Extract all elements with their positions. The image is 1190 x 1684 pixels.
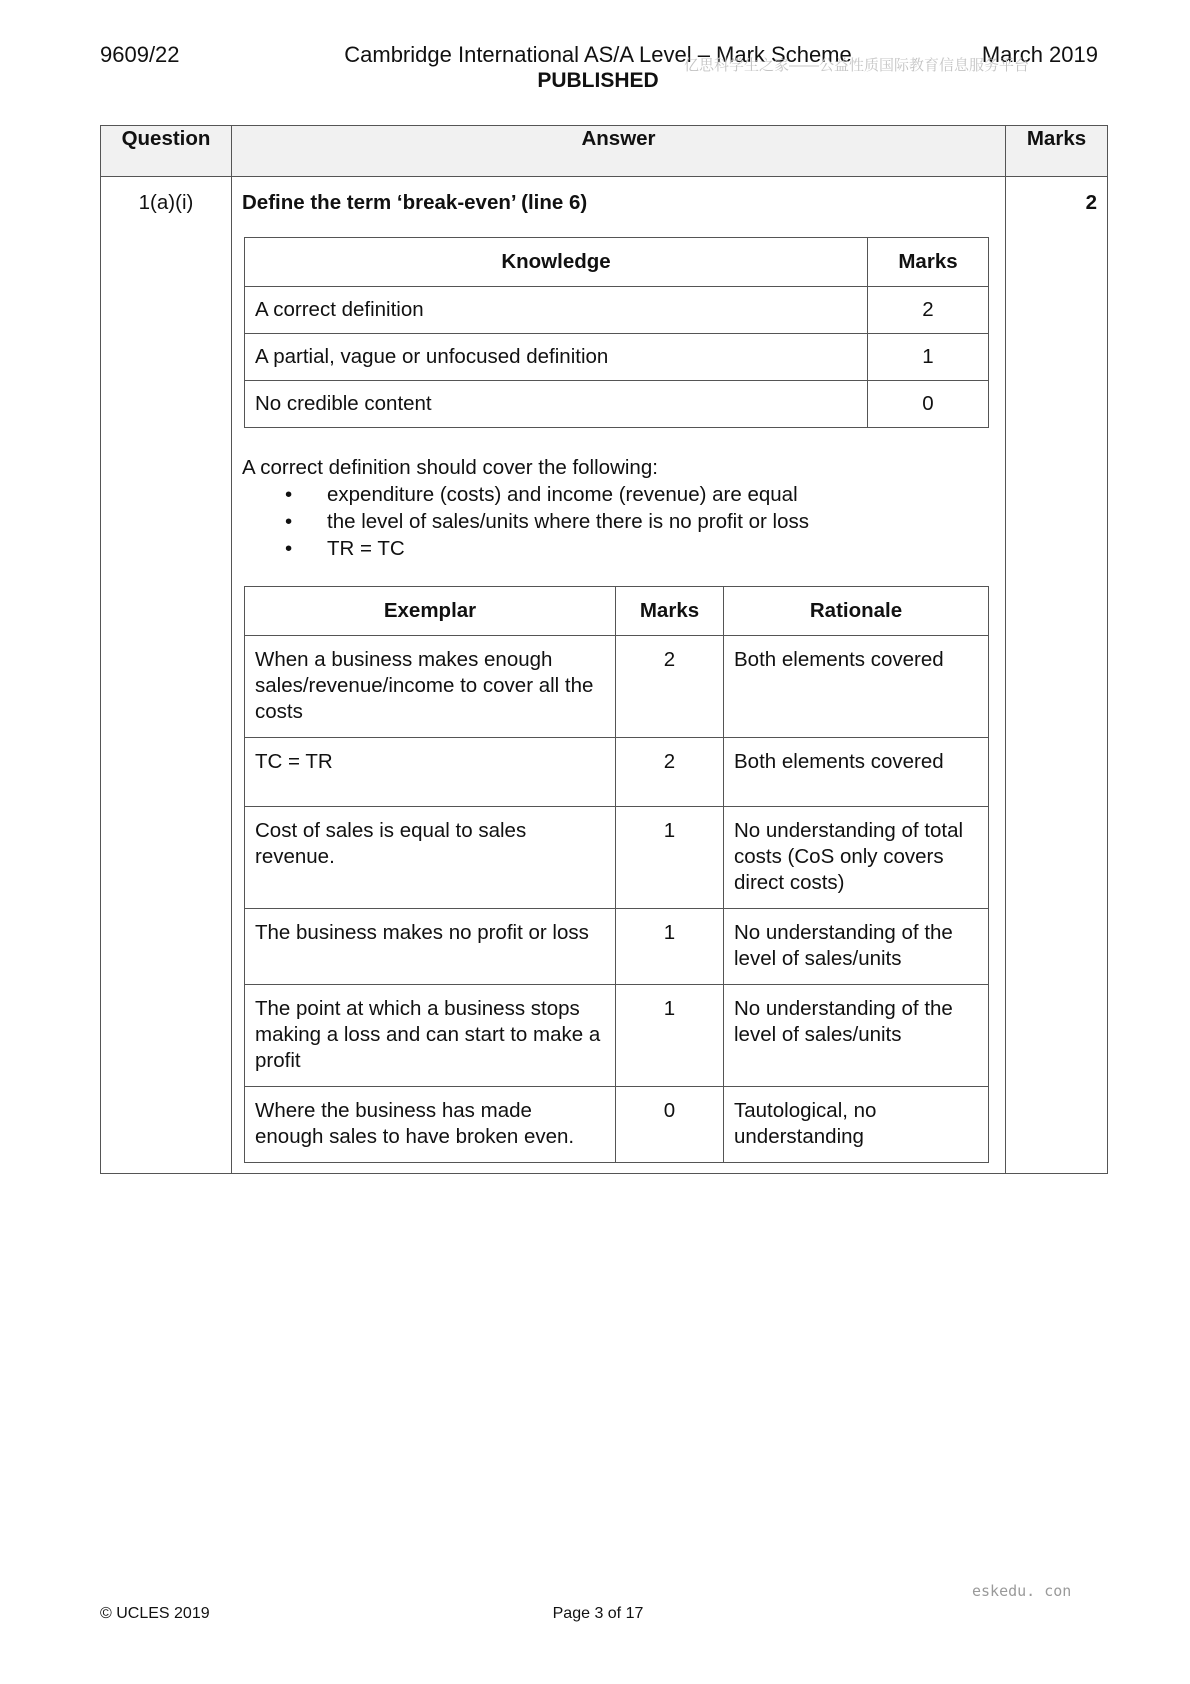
guidance-intro: A correct definition should cover the following: xyxy=(242,456,658,479)
mark-scheme-header-row xyxy=(101,126,1108,177)
exemplar-rationale: No understanding of the level of sales/units xyxy=(724,909,989,985)
exemplar-marks: 1 xyxy=(616,909,724,985)
exemplar-marks: 2 xyxy=(616,738,724,807)
exemplar-row xyxy=(245,807,989,909)
exemplar-row xyxy=(245,1087,989,1163)
exemplar-text: Cost of sales is equal to sales revenue. xyxy=(245,807,616,909)
paper-code: 9609/22 xyxy=(100,42,180,67)
document-title: Cambridge International AS/A Level – Mark Scheme xyxy=(344,42,852,67)
definition-guidance xyxy=(242,454,993,562)
exemplar-header: Exemplar xyxy=(245,587,616,636)
exemplar-rationale-header: Rationale xyxy=(724,587,989,636)
exemplar-marks: 0 xyxy=(616,1087,724,1163)
page-number: Page 3 of 17 xyxy=(552,1605,644,1622)
exemplar-rationale: Tautological, no understanding xyxy=(724,1087,989,1163)
exemplar-text: Where the business has made enough sales to have broken even. xyxy=(245,1087,616,1163)
exemplar-marks: 2 xyxy=(616,636,724,738)
site-watermark: eskedu. con xyxy=(972,1582,1072,1600)
exemplar-text: The point at which a business stops making a loss and can start to make a profit xyxy=(245,985,616,1087)
question-row xyxy=(101,177,1108,1174)
answer-cell xyxy=(232,177,1006,1174)
mark-scheme-table xyxy=(100,125,1108,1174)
exemplar-row xyxy=(245,636,989,738)
exemplar-text: When a business makes enough sales/revenue/income to cover all the costs xyxy=(245,636,616,738)
question-id: 1(a)(i) xyxy=(101,177,232,1174)
marks-column-header: Marks xyxy=(1006,126,1108,177)
knowledge-marks: 2 xyxy=(868,287,989,334)
exemplar-marks: 1 xyxy=(616,807,724,909)
exemplar-rationale: Both elements covered xyxy=(724,636,989,738)
knowledge-table xyxy=(244,237,989,428)
watermark-text: 亿思科学生之家——公益性质国际教育信息服务平台 xyxy=(684,57,1030,74)
knowledge-text: A partial, vague or unfocused definition xyxy=(245,334,868,381)
exemplar-rationale: No understanding of the level of sales/units xyxy=(724,985,989,1087)
knowledge-header-row xyxy=(245,238,989,287)
exemplar-row xyxy=(245,738,989,807)
question-prompt: Define the term ‘break-even’ (line 6) xyxy=(242,191,588,214)
guidance-point: • the level of sales/units where there is no profit or loss xyxy=(285,510,809,533)
question-column-header: Question xyxy=(101,126,232,177)
exemplar-marks: 1 xyxy=(616,985,724,1087)
knowledge-header: Knowledge xyxy=(245,238,868,287)
exam-date: March 2019 xyxy=(981,42,1098,67)
answer-column-header: Answer xyxy=(232,126,1006,177)
knowledge-marks: 1 xyxy=(868,334,989,381)
knowledge-text: No credible content xyxy=(245,381,868,428)
knowledge-marks-header: Marks xyxy=(868,238,989,287)
bullet-icon: • xyxy=(285,483,293,506)
knowledge-row xyxy=(245,287,989,334)
exemplar-row xyxy=(245,909,989,985)
knowledge-row xyxy=(245,381,989,428)
knowledge-marks: 0 xyxy=(868,381,989,428)
published-label: PUBLISHED xyxy=(537,69,659,92)
guidance-point: • expenditure (costs) and income (revenue) are equal xyxy=(285,483,798,506)
knowledge-text: A correct definition xyxy=(245,287,868,334)
guidance-list xyxy=(242,481,993,562)
guidance-point: • TR = TC xyxy=(285,537,405,560)
knowledge-row xyxy=(245,334,989,381)
exemplar-rationale: Both elements covered xyxy=(724,738,989,807)
bullet-icon: • xyxy=(285,537,293,560)
exemplar-text: The business makes no profit or loss xyxy=(245,909,616,985)
exemplar-row xyxy=(245,985,989,1087)
total-marks: 2 xyxy=(1006,177,1108,1174)
exemplar-rationale: No understanding of total costs (CoS only covers direct costs) xyxy=(724,807,989,909)
exemplar-text: TC = TR xyxy=(245,738,616,807)
exemplar-table xyxy=(244,586,989,1163)
copyright: © UCLES 2019 xyxy=(100,1605,210,1622)
exemplar-marks-header: Marks xyxy=(616,587,724,636)
bullet-icon: • xyxy=(285,510,293,533)
exemplar-header-row xyxy=(245,587,989,636)
